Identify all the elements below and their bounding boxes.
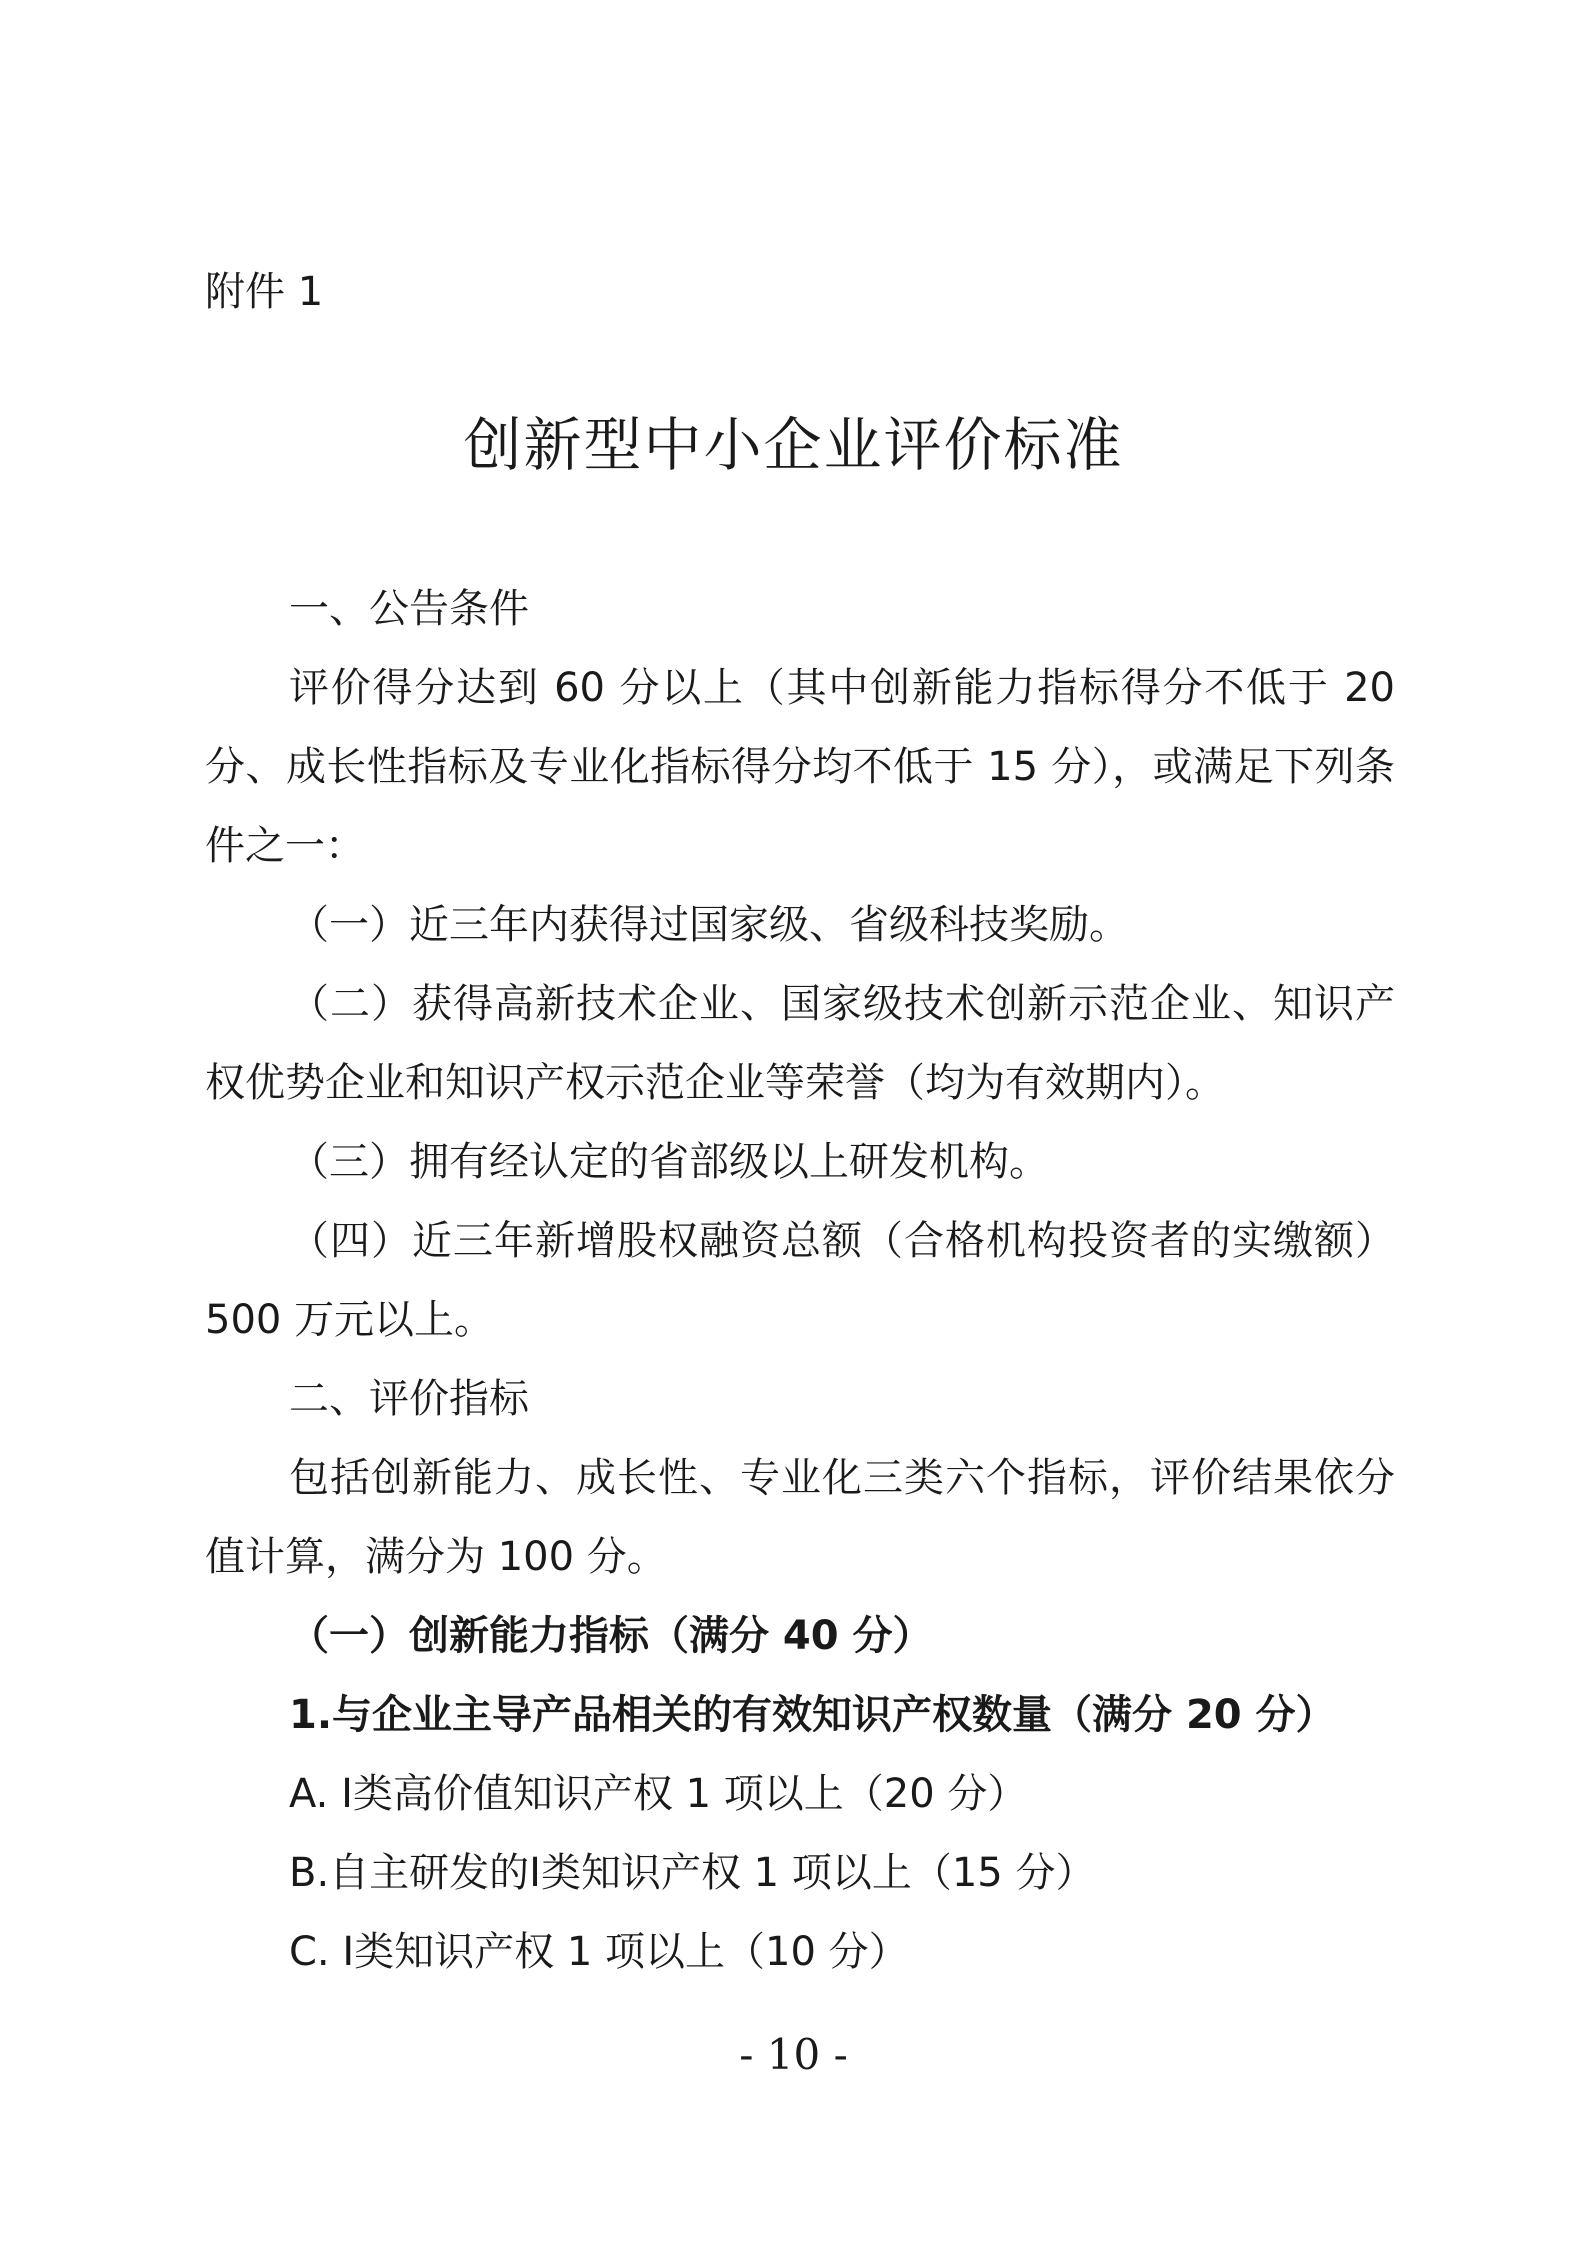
document-title: 创新型中小企业评价标准 xyxy=(463,411,1124,479)
indicator-option-a: A. Ⅰ类高价值知识产权 1 项以上（20 分） xyxy=(289,1771,1028,1817)
paragraph-indicators-summary: 包括创新能力、成长性、专业化三类六个指标，评价结果依分值计算，满分为 100 分。 xyxy=(205,1455,1395,1580)
page-number: - 10 - xyxy=(739,2030,848,2079)
condition-item-2: （二）获得高新技术企业、国家级技术创新示范企业、知识产权优势企业和知识产权示范企业等荣誉（均为有效期内）。 xyxy=(205,981,1395,1106)
indicator-option-c: C. Ⅰ类知识产权 1 项以上（10 分） xyxy=(289,1929,909,1975)
condition-item-3: （三）拥有经认定的省部级以上研发机构。 xyxy=(289,1139,1049,1185)
section-heading-announcement: 一、公告条件 xyxy=(289,586,529,632)
indicator-option-b: B.自主研发的Ⅰ类知识产权 1 项以上（15 分） xyxy=(289,1850,1096,1896)
condition-item-1: （一）近三年内获得过国家级、省级科技奖励。 xyxy=(289,902,1129,948)
indicator-ip-count: 1.与企业主导产品相关的有效知识产权数量（满分 20 分） xyxy=(289,1692,1336,1738)
document-body xyxy=(205,570,1395,1992)
attachment-label: 附件 1 xyxy=(205,269,324,315)
paragraph-score-condition: 评价得分达到 60 分以上（其中创新能力指标得分不低于 20 分、成长性指标及专业化指标得分均不低于 15 分），或满足下列条件之一： xyxy=(205,665,1395,869)
condition-item-4: （四）近三年新增股权融资总额（合格机构投资者的实缴额）500 万元以上。 xyxy=(205,1218,1395,1343)
subsection-innovation-capability: （一）创新能力指标（满分 40 分） xyxy=(289,1613,933,1659)
section-heading-indicators: 二、评价指标 xyxy=(289,1376,529,1422)
